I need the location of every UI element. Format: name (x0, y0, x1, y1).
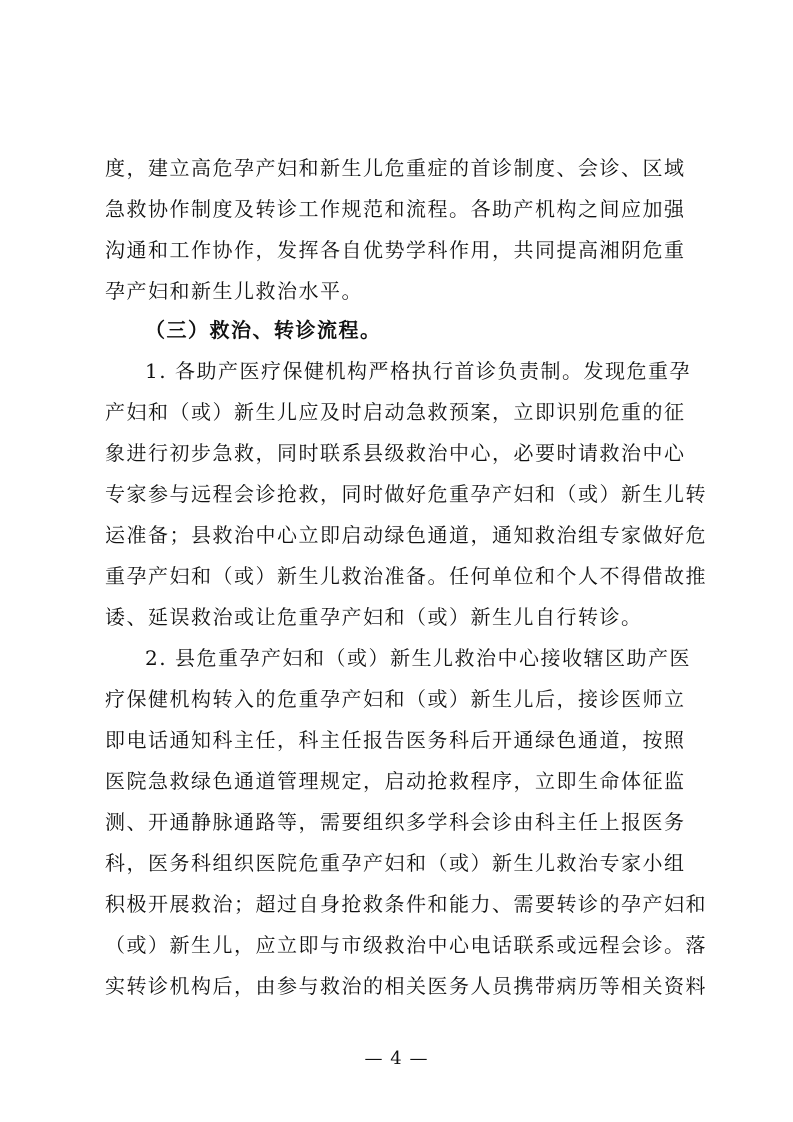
text-line: 重孕产妇和（或）新生儿救治准备。任何单位和个人不得借故推 (105, 564, 707, 588)
text-line: 测、开通静脉通路等，需要组织多学科会诊由科主任上报医务 (105, 810, 686, 834)
text-line: 1. 各助产医疗保健机构严格执行首诊负责制。发现危重孕 (145, 359, 691, 383)
text-line: 象进行初步急救，同时联系县级救治中心，必要时请救治中心 (105, 441, 686, 465)
text-line: 孕产妇和新生儿救治水平。 (105, 279, 363, 303)
section-heading: （三）救治、转诊流程。 (145, 318, 382, 342)
text-line: 2. 县危重孕产妇和（或）新生儿救治中心接收辖区助产医 (145, 646, 691, 670)
text-line: 产妇和（或）新生儿应及时启动急救预案，立即识别危重的征 (105, 400, 686, 424)
text-line: 沟通和工作协作，发挥各自优势学科作用，共同提高湘阴危重 (105, 238, 686, 262)
text-line: 即电话通知科主任，科主任报告医务科后开通绿色通道，按照 (105, 728, 686, 752)
text-line: （或）新生儿，应立即与市级救治中心电话联系或远程会诊。落 (105, 933, 707, 957)
text-line: 诿、延误救治或让危重孕产妇和（或）新生儿自行转诊。 (105, 605, 643, 629)
text-line: 实转诊机构后，由参与救治的相关医务人员携带病历等相关资料 (105, 974, 707, 998)
text-line: 急救协作制度及转诊工作规范和流程。各助产机构之间应加强 (105, 197, 686, 221)
page-number: — 4 — (364, 1048, 429, 1069)
text-line: 度，建立高危孕产妇和新生儿危重症的首诊制度、会诊、区域 (105, 156, 686, 180)
text-line: 科，医务科组织医院危重孕产妇和（或）新生儿救治专家小组 (105, 851, 686, 875)
text-line: 运准备；县救治中心立即启动绿色通道，通知救治组专家做好危 (105, 523, 707, 547)
text-line: 医院急救绿色通道管理规定，启动抢救程序，立即生命体征监 (105, 769, 686, 793)
text-line: 疗保健机构转入的危重孕产妇和（或）新生儿后，接诊医师立 (105, 687, 686, 711)
text-line: 积极开展救治；超过自身抢救条件和能力、需要转诊的孕产妇和 (105, 892, 707, 916)
text-line: 专家参与远程会诊抢救，同时做好危重孕产妇和（或）新生儿转 (105, 482, 707, 506)
